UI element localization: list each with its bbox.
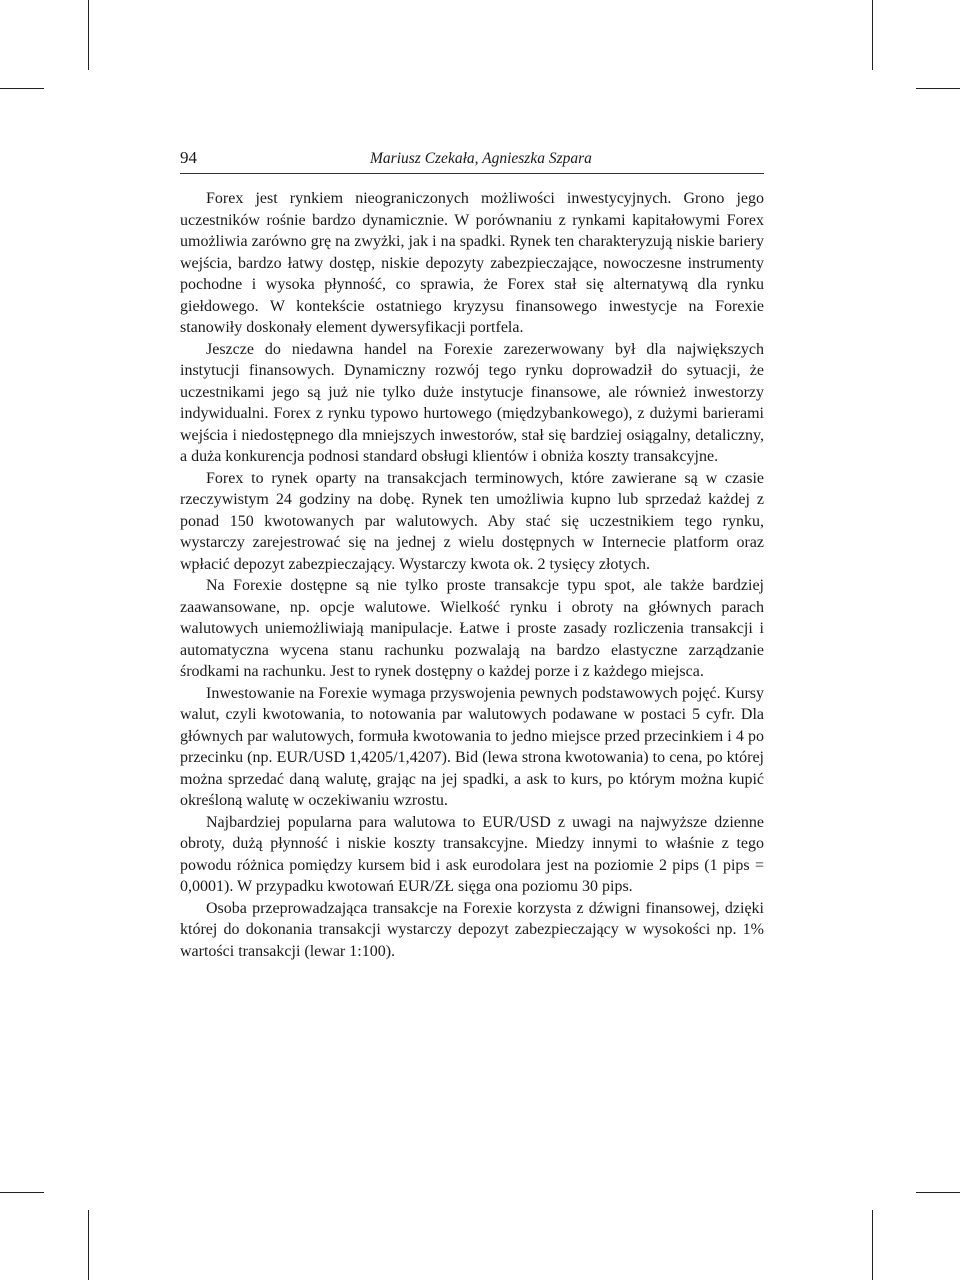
crop-mark-bottom-left — [88, 1210, 89, 1280]
running-head-authors: Mariusz Czekała, Agnieszka Szpara — [370, 150, 592, 167]
crop-mark-top-left — [88, 0, 89, 70]
crop-mark-right-bottom — [916, 1192, 960, 1193]
paragraph: Forex jest rynkiem nieograniczonych możliwości inwestycyjnych. Grono jego uczestników rośnie bardzo dynamicznie. W porównaniu z rynkami kapitałowymi Forex umożliwia zarówno grę na zwyżki, jak i na spadki. Rynek ten charakteryzują niskie bariery wejścia, bardzo łatwy dostęp, niskie depozyty zabezpieczające, nowoczesne instrumenty pochodne i wysoka płynność, co sprawia, że Forex stał się alternatywą dla rynku giełdowego. W kontekście ostatniego kryzysu finansowego inwestycje na Forexie stanowiły doskonały element dywersyfikacji portfela. — [180, 190, 764, 336]
body-text — [180, 188, 764, 962]
paragraph: Forex to rynek oparty na transakcjach terminowych, które zawierane są w czasie rzeczywistym 24 godziny na dobę. Rynek ten umożliwia kupno lub sprzedaż każdej z ponad 150 kwotowanych par walutowych. Aby stać się uczestnikiem tego rynku, wystarczy zarejestrować się na jednej z wielu dostępnych w Internecie platform oraz wpłacić depozyt zabezpieczający. Wystarczy kwota ok. 2 tysięcy złotych. — [180, 469, 764, 573]
crop-mark-bottom-right — [872, 1210, 873, 1280]
crop-mark-right-top — [916, 88, 960, 89]
paragraph: Jeszcze do niedawna handel na Forexie zarezerwowany był dla największych instytucji finansowych. Dynamiczny rozwój tego rynku doprowadził do sytuacji, że uczestnikami jego są już nie tylko duże instytucje finansowe, ale również inwestorzy indywidualni. Forex z rynku typowo hurtowego (międzybankowego), z dużymi barierami wejścia i niedostępnego dla mniejszych inwestorów, stał się bardziej osiągalny, detaliczny, a duża konkurencja podnosi standard obsługi klientów i obniża koszty transakcyjne. — [180, 340, 764, 465]
paragraph: Na Forexie dostępne są nie tylko proste transakcje typu spot, ale także bardziej zaawansowane, np. opcje walutowe. Wielkość rynku i obroty na głównych parach walutowych uniemożliwiają manipulacje. Łatwe i proste zasady rozliczenia transakcji i automatyczna wycena stanu rachunku pozwalają na bardzo elastyczne zarządzanie środkami na rachunku. Jest to rynek dostępny o każdej porze i z każdego miejsca. — [180, 577, 764, 680]
paragraph: Osoba przeprowadzająca transakcje na Forexie korzysta z dźwigni finansowej, dzięki której do dokonania transakcji wystarczy depozyt zabezpieczający w wysokości np. 1% wartości transakcji (lewar 1:100). — [180, 899, 764, 960]
paragraph: Najbardziej popularna para walutowa to EUR/USD z uwagi na najwyższe dzienne obroty, dużą płynność i niskie koszty transakcyjne. Miedzy innymi to właśnie z tego powodu różnica pomiędzy kursem bid i ask eurodolara jest na poziomie 2 pips (1 pips = 0,0001). W przypadku kwotowań EUR/ZŁ sięga ona poziomu 30 pips. — [180, 813, 764, 895]
crop-mark-left-top — [0, 88, 44, 89]
paragraph: Inwestowanie na Forexie wymaga przyswojenia pewnych podstawowych pojęć. Kursy walut, czyli kwotowania, to notowania par walutowych podawane w postaci 5 cyfr. Dla głównych par walutowych, formuła kwotowania to jedno miejsce przed przecinkiem i 4 po przecinku (np. EUR/USD 1,4205/1,4207). Bid (lewa strona kwotowania) to cena, po której można sprzedać daną walutę, grając na jej spadki, a ask to kurs, po którym można kupić określoną walutę w oczekiwaniu wzrostu. — [180, 684, 764, 809]
crop-mark-top-right — [872, 0, 873, 70]
page-number: 94 — [180, 148, 197, 167]
page-header — [180, 147, 764, 174]
crop-mark-left-bottom — [0, 1192, 44, 1193]
